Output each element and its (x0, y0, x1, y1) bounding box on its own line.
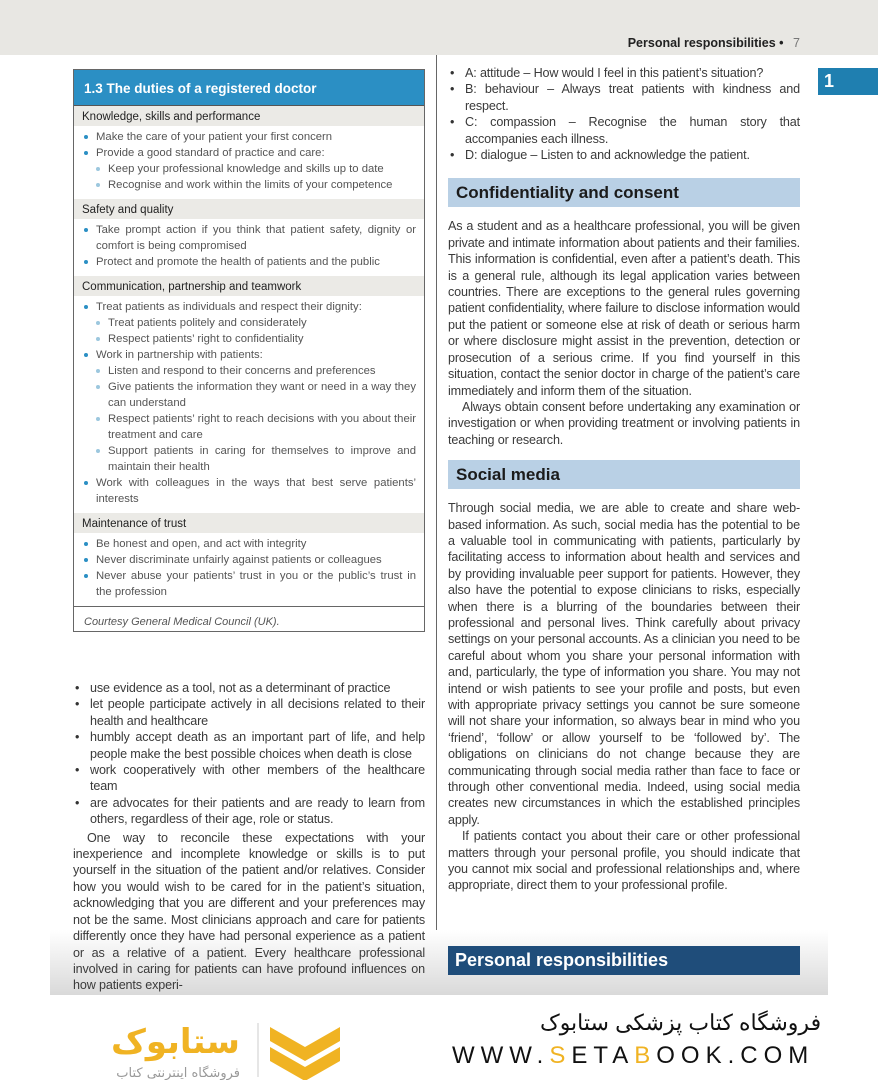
list-item: • use evidence as a tool, not as a determinant of practice (73, 680, 425, 696)
paragraph: One way to reconcile these expectations with your inexperience and incomplete knowledge or skills is to put yourself in the situation of the patient and/or relatives. Consider how you would wish to be cared for in the patient’s situation, acknowledging that you are different and your preferences may not be the same. Most clinicians approach and care for patients differently once they have had personal experience as a patient or as a relative of a patient. Every healthcare professional involved in caring for patients can have profound influences on how patients experi- (73, 830, 425, 993)
page-number: 7 (793, 36, 800, 50)
list-item: Recognise and work within the limits of your competence (82, 177, 416, 193)
list-item: Take prompt action if you think that patient safety, dignity or comfort is being compromised (82, 222, 416, 254)
box-section-heading: Safety and quality (74, 199, 424, 219)
box-section-heading: Knowledge, skills and performance (74, 106, 424, 126)
store-url: WWW.SETABOOK.COM (452, 1042, 815, 1069)
box-section-list (74, 533, 424, 606)
list-item: Protect and promote the health of patients and the public (82, 254, 416, 270)
list-item: Work in partnership with patients: (82, 347, 416, 363)
paragraph: Always obtain consent before undertaking any examination or investigation or when providing treatment or involving patients in teaching or research. (448, 399, 800, 447)
list-item: • work cooperatively with other members of the healthcare team (73, 762, 425, 795)
list-item: • C: compassion – Recognise the human story that accompanies each illness. (448, 114, 800, 147)
heading-social-media: Social media (448, 460, 800, 489)
list-item: Treat patients as individuals and respect their dignity: (82, 299, 416, 315)
list-item: Provide a good standard of practice and care: (82, 145, 416, 161)
list-item: Respect patients’ right to confidentiality (82, 331, 416, 347)
list-item: Support patients in caring for themselves to improve and maintain their health (82, 443, 416, 475)
list-item: • are advocates for their patients and are ready to learn from others, regardless of their age, role or status. (73, 795, 425, 828)
list-item: Never abuse your patients’ trust in you or the public’s trust in the profession (82, 568, 416, 600)
box-courtesy: Courtesy General Medical Council (UK). (74, 606, 424, 637)
paragraph: Through social media, we are able to create and share web-based information. As such, social media has the potential to be a valuable tool in communicating with patients, particularly by facilitating access to information about health and services and by providing invaluable peer support for patients. However, they also have the potential to expose clinicians to risks, especially when there is a blurring of the boundaries between their professional and personal lives. Think carefully about privacy settings on your personal accounts. As a clinician you need to be careful about whom you share your personal information with and, particularly, the type of information you share. You may not intend or wish patients to see your profile and posts, but even with appropriate privacy settings you cannot be sure someone will not share your information, so always bear in mind who you ‘friend’, ‘follow’ or allow yourself to be ‘followed by’. The obligations on clinicians do not change because they are communicating through social media rather than face to face or through other conventional media. Indeed, using social media creates new circumstances in which the established principles apply. (448, 501, 800, 827)
list-item: Keep your professional knowledge and skills up to date (82, 161, 416, 177)
running-header (628, 36, 800, 50)
list-item: Give patients the information they want or need in a way they can understand (82, 379, 416, 411)
heading-confidentiality: Confidentiality and consent (448, 178, 800, 207)
left-column-text (73, 680, 425, 994)
svg-text:ستابوک: ستابوک (111, 1022, 240, 1062)
list-item: • humbly accept death as an important part of life, and help people make the best possible choices when death is close (73, 729, 425, 762)
list-item: • B: behaviour – Always treat patients with kindness and respect. (448, 81, 800, 114)
paragraph: If patients contact you about their care or other professional matters through your personal profile, you should indicate that you cannot mix social and professional relationships and, where appropriate, direct them to your professional profile. (448, 829, 800, 893)
running-title: Personal responsibilities (627, 36, 776, 50)
store-name: فروشگاه کتاب پزشکی ستابوک (540, 1010, 822, 1035)
duties-box (73, 69, 425, 632)
list-item: • D: dialogue – Listen to and acknowledge the patient. (448, 147, 800, 163)
list-item: Be honest and open, and act with integrity (82, 536, 416, 552)
list-item: Respect patients’ right to reach decisions with you about their treatment and care (82, 411, 416, 443)
separator: • (779, 36, 784, 50)
heading-personal-responsibilities: Personal responsibilities (448, 946, 800, 975)
svg-text:فروشگاه اینترنتی کتاب: فروشگاه اینترنتی کتاب (116, 1066, 240, 1080)
box-title: 1.3 The duties of a registered doctor (74, 70, 424, 106)
list-item: Work with colleagues in the ways that best serve patients’ interests (82, 475, 416, 507)
list-item: Listen and respond to their concerns and preferences (82, 363, 416, 379)
list-item: Never discriminate unfairly against patients or colleagues (82, 552, 416, 568)
paragraph: As a student and as a healthcare professional, you will be given private and intimate information about patients and their families. This information is confidential, even after a patient’s death. This is a general rule, although its legal application varies between countries. There are exceptions to the general rules governing patient confidentiality, where failure to disclose information would put the patient or someone else at risk of death or serious harm or where disclosure might assist in the prevention, detection or prosecution of a serious crime. If you find yourself in this situation, contact the senior doctor in charge of the patient’s care immediately and inform them of the situation. (448, 219, 800, 398)
column-divider (436, 55, 437, 995)
list-item: Treat patients politely and considerately (82, 315, 416, 331)
right-column-text (448, 65, 800, 894)
watermark-footer (0, 995, 878, 1080)
box-section-list (74, 126, 424, 199)
box-section-list (74, 219, 424, 276)
box-section-list (74, 296, 424, 513)
chapter-tab: 1 (818, 68, 878, 95)
list-item: • let people participate actively in all decisions related to their health and healthcare (73, 696, 425, 729)
box-section-heading: Maintenance of trust (74, 513, 424, 533)
box-section-heading: Communication, partnership and teamwork (74, 276, 424, 296)
list-item: • A: attitude – How would I feel in this patient’s situation? (448, 65, 800, 81)
list-item: Make the care of your patient your first concern (82, 129, 416, 145)
setabook-logo (90, 1015, 360, 1080)
